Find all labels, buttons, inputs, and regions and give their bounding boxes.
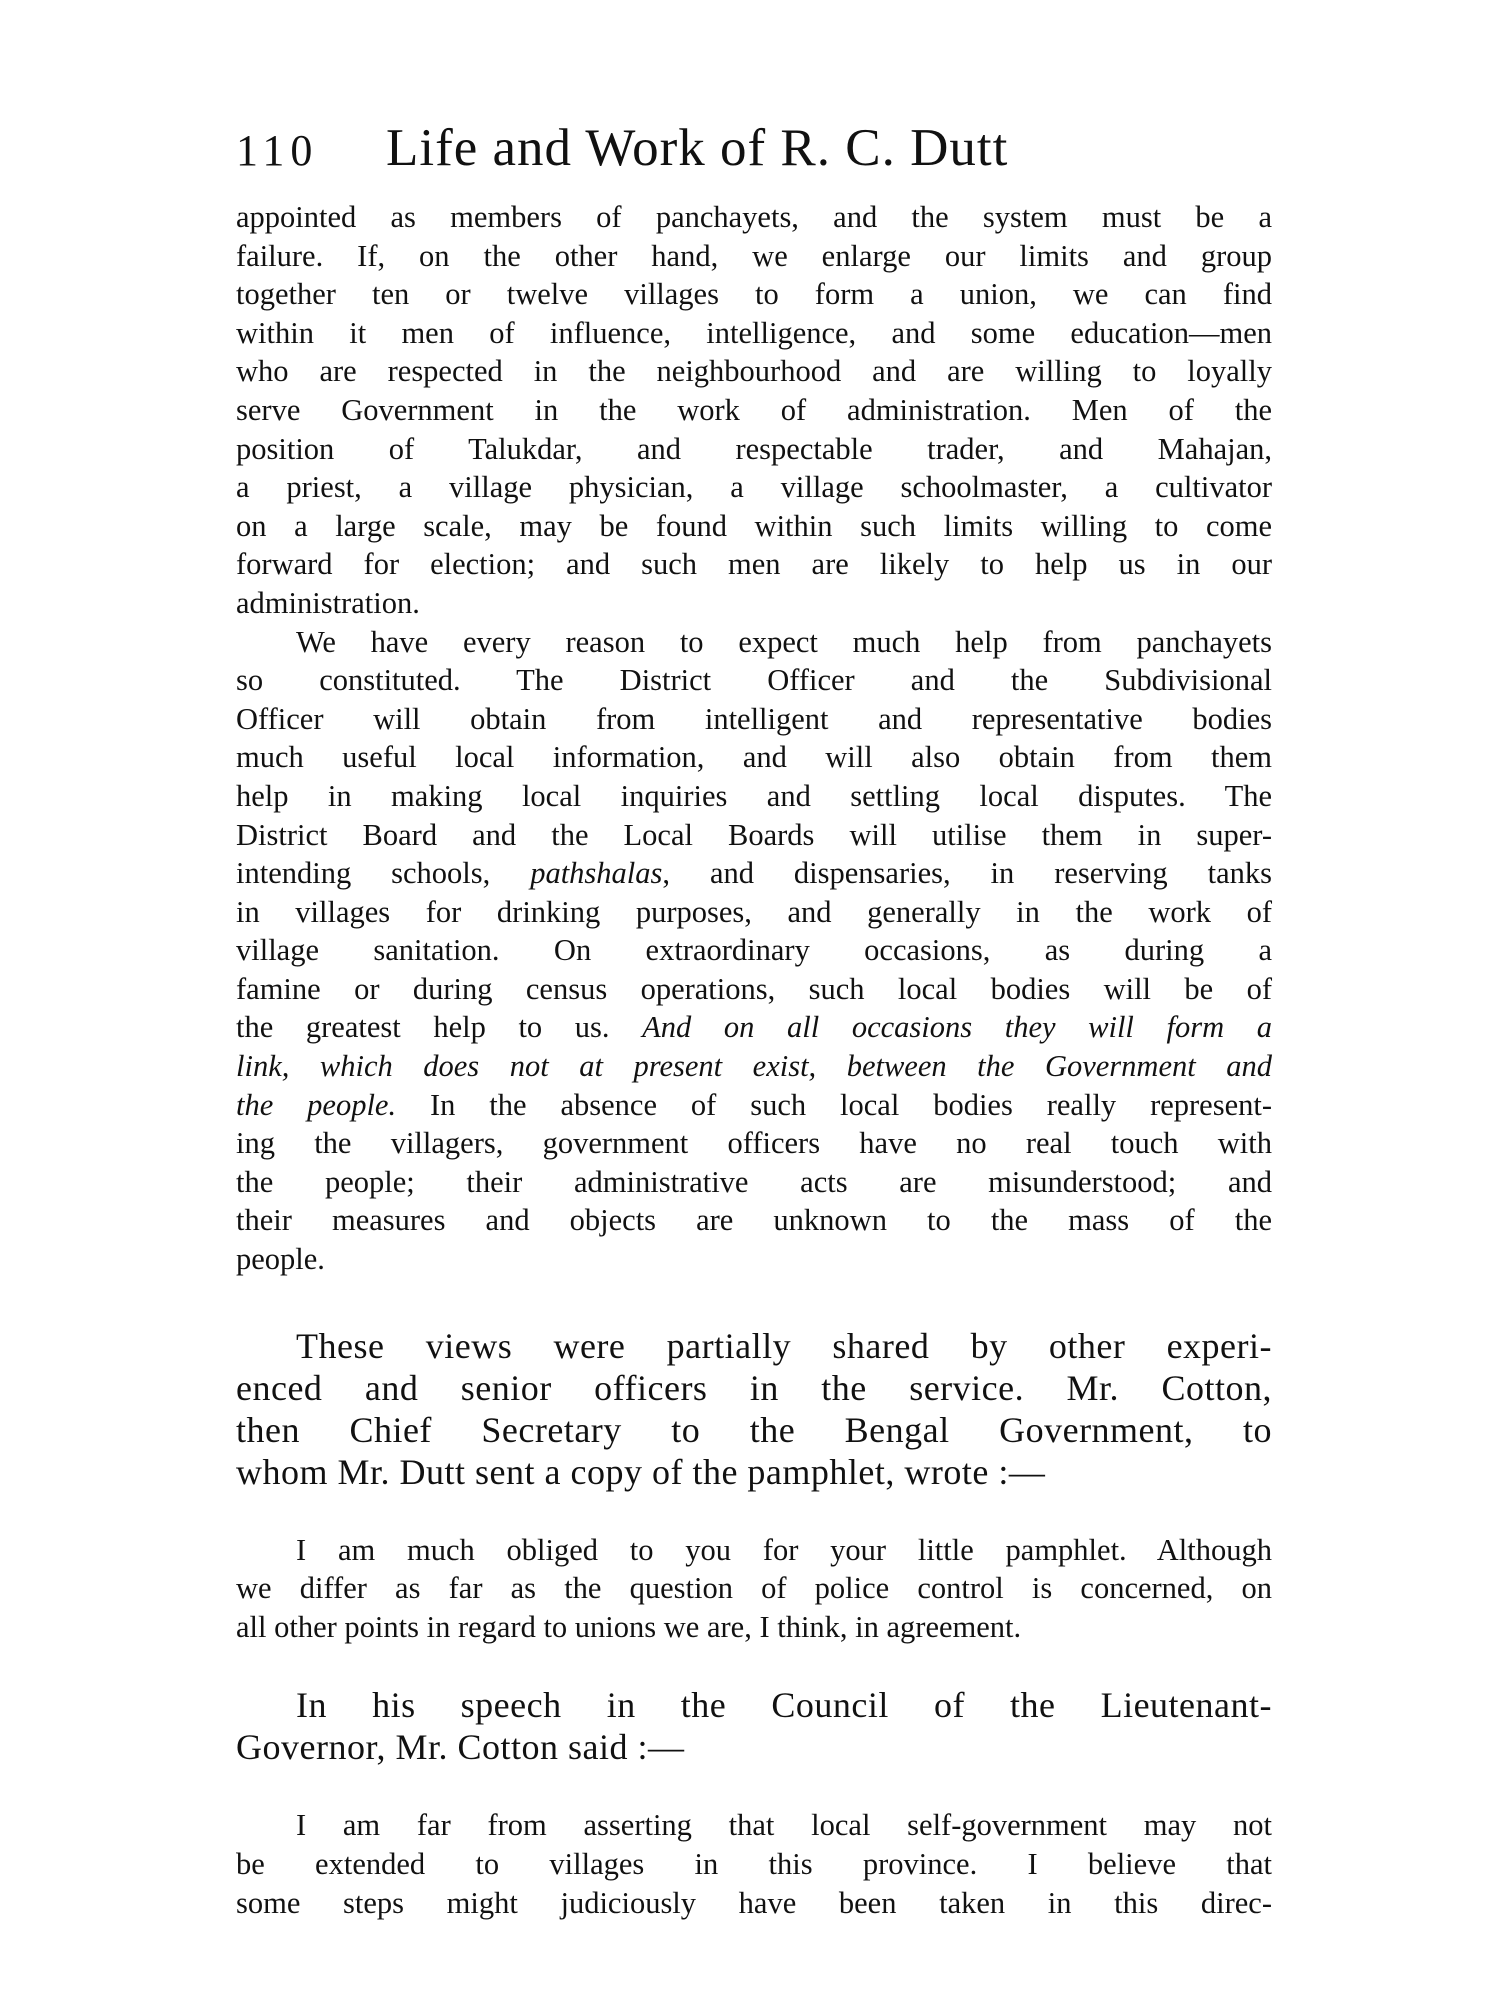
paragraph-3 bbox=[236, 1325, 1272, 1493]
running-title: Life and Work of R. C. Dutt bbox=[386, 119, 1009, 177]
text-line: then Chief Secretary to the Bengal Government, to bbox=[236, 1409, 1272, 1450]
italic-emphasis: the people. bbox=[236, 1087, 397, 1122]
text-line: In his speech in the Council of the Lieutenant- bbox=[296, 1685, 1272, 1726]
paragraph-6 bbox=[236, 1806, 1272, 1922]
text-line: enced and senior officers in the service. Mr. Cotton, bbox=[236, 1367, 1272, 1408]
text-line: I am far from asserting that local self-government may not bbox=[296, 1808, 1272, 1843]
paragraph-5 bbox=[236, 1684, 1272, 1768]
text-line: we differ as far as the question of police control is concerned, on bbox=[236, 1571, 1272, 1606]
text-line: people. bbox=[236, 1242, 325, 1277]
text-line: together ten or twelve villages to form a union, we can find bbox=[236, 277, 1272, 312]
italic-emphasis: And on all occasions they will form a bbox=[642, 1010, 1272, 1045]
text-line: who are respected in the neighbourhood and are willing to loyally bbox=[236, 354, 1272, 389]
text-line: so constituted. The District Officer and the Subdivisional bbox=[236, 663, 1272, 698]
text-line: a priest, a village physician, a village schoolmaster, a cultivator bbox=[236, 470, 1272, 505]
text-line bbox=[236, 1086, 1272, 1125]
text-line bbox=[236, 1047, 1272, 1086]
text-run: In the absence of such local bodies really represent- bbox=[396, 1087, 1272, 1122]
text-line: failure. If, on the other hand, we enlarge our limits and group bbox=[236, 238, 1272, 273]
text-line: whom Mr. Dutt sent a copy of the pamphlet, wrote :— bbox=[236, 1451, 1046, 1492]
text-line: forward for election; and such men are likely to help us in our bbox=[236, 547, 1272, 582]
paragraph-4 bbox=[236, 1531, 1272, 1647]
text-line: on a large scale, may be found within such limits willing to come bbox=[236, 508, 1272, 543]
text-line: We have every reason to expect much help from panchayets bbox=[296, 624, 1272, 659]
text-line: village sanitation. On extraordinary occasions, as during a bbox=[236, 933, 1272, 968]
text-line: District Board and the Local Boards will utilise them in super- bbox=[236, 817, 1272, 852]
text-line: famine or during census operations, such local bodies will be of bbox=[236, 971, 1272, 1006]
text-line: their measures and objects are unknown to the mass of the bbox=[236, 1203, 1272, 1238]
italic-word-pathshalas: pathshalas bbox=[530, 856, 663, 891]
text-line: serve Government in the work of administration. Men of the bbox=[236, 392, 1272, 427]
text-run: the greatest help to us. bbox=[236, 1010, 643, 1045]
text-line: position of Talukdar, and respectable trader, and Mahajan, bbox=[236, 431, 1272, 466]
text-run: intending schools, bbox=[236, 856, 531, 891]
paragraph-2 bbox=[236, 623, 1272, 1279]
page-header bbox=[236, 118, 1272, 194]
text-line: be extended to villages in this province. I believe that bbox=[236, 1847, 1272, 1881]
page-number: 110 bbox=[236, 126, 319, 175]
text-line: much useful local information, and will also obtain from them bbox=[236, 740, 1272, 775]
text-line: in villages for drinking purposes, and generally in the work of bbox=[236, 894, 1272, 929]
text-line: some steps might judiciously have been taken in this direc- bbox=[236, 1885, 1272, 1920]
text-line: Governor, Mr. Cotton said :— bbox=[236, 1727, 685, 1768]
book-page bbox=[236, 118, 1272, 1922]
text-line: These views were partially shared by other experi- bbox=[296, 1325, 1272, 1366]
text-run: , and dispensaries, in reserving tanks bbox=[662, 856, 1272, 891]
paragraph-1 bbox=[236, 198, 1272, 623]
text-line: Officer will obtain from intelligent and representative bodies bbox=[236, 701, 1272, 736]
text-line: administration. bbox=[236, 585, 420, 620]
text-line: I am much obliged to you for your little pamphlet. Although bbox=[296, 1532, 1272, 1567]
text-line: appointed as members of panchayets, and the system must be a bbox=[236, 200, 1272, 234]
text-line: within it men of influence, intelligence, and some education—men bbox=[236, 315, 1272, 350]
text-line: ing the villagers, government officers have no real touch with bbox=[236, 1126, 1272, 1161]
text-line: the people; their administrative acts are misunderstood; and bbox=[236, 1164, 1272, 1199]
italic-emphasis: link, which does not at present exist, between the Government and bbox=[236, 1049, 1272, 1084]
text-line: all other points in regard to unions we are, I think, in agreement. bbox=[236, 1609, 1022, 1644]
text-line bbox=[236, 1008, 1272, 1047]
text-line: help in making local inquiries and settling local disputes. The bbox=[236, 778, 1272, 813]
text-line bbox=[236, 854, 1272, 893]
